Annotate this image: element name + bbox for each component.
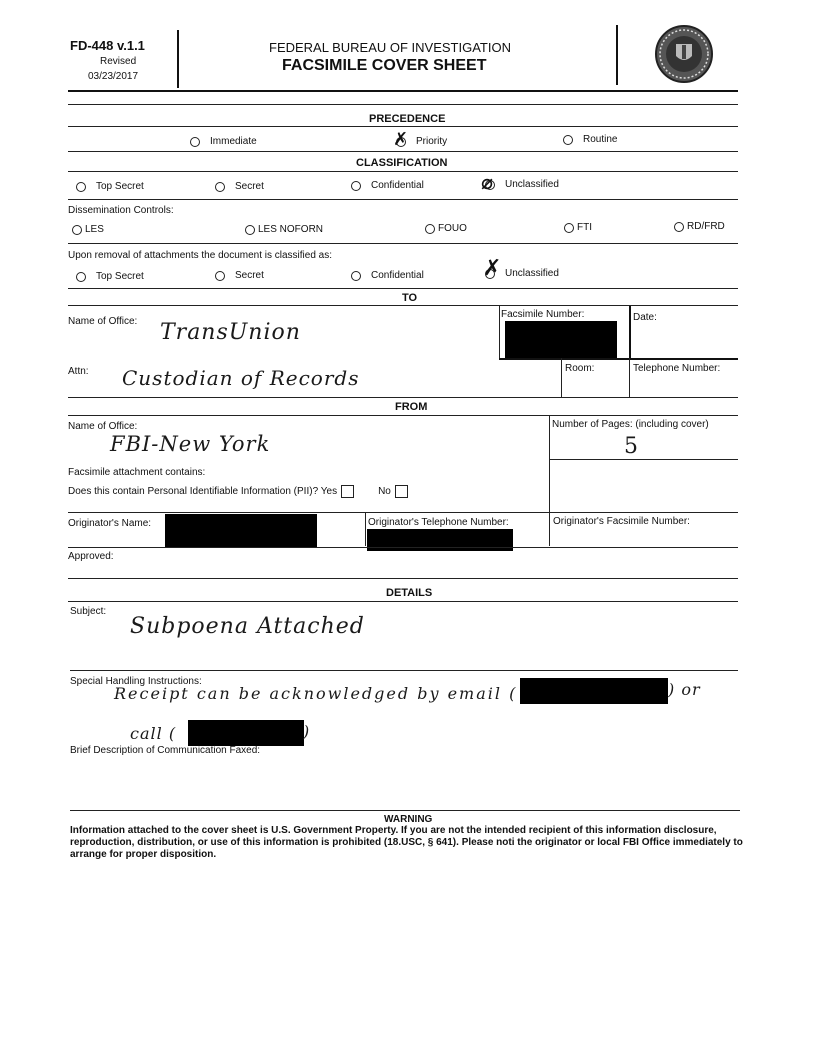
special-handling-line-1a: Receipt can be acknowledged by email ( bbox=[114, 684, 518, 703]
pii-question-text: Does this contain Personal Identifiable Information (PII)? bbox=[68, 486, 319, 498]
radio-fti[interactable] bbox=[564, 223, 574, 233]
dissemination-fti[interactable] bbox=[564, 222, 592, 233]
radio-les[interactable] bbox=[72, 225, 82, 235]
dissemination-rd-frd[interactable] bbox=[674, 221, 725, 232]
option-label: Confidential bbox=[371, 270, 424, 281]
radio-secret[interactable] bbox=[215, 182, 225, 192]
redaction-originator-name bbox=[165, 514, 317, 547]
radio-fouo[interactable] bbox=[425, 224, 435, 234]
attn-label: Attn: bbox=[68, 366, 89, 377]
radio-routine[interactable] bbox=[563, 135, 573, 145]
option-label: Top Secret bbox=[96, 271, 144, 282]
warning-heading: WARNING bbox=[384, 814, 433, 825]
from-office-value[interactable]: FBI-New York bbox=[110, 432, 271, 456]
rule bbox=[499, 358, 738, 360]
precedence-heading: PRECEDENCE bbox=[369, 113, 446, 125]
from-heading: FROM bbox=[395, 401, 428, 413]
rule bbox=[68, 171, 738, 172]
handwritten-check-icon: ✗ bbox=[483, 256, 502, 281]
rule bbox=[68, 288, 738, 289]
dissemination-les-noforn[interactable] bbox=[245, 224, 323, 235]
option-label: Unclassified bbox=[505, 179, 559, 190]
rule bbox=[68, 578, 738, 579]
to-office-value[interactable]: TransUnion bbox=[160, 320, 301, 345]
pii-question bbox=[68, 485, 408, 498]
to-date-label: Date: bbox=[633, 312, 657, 323]
rule bbox=[68, 151, 738, 152]
pii-yes-label: Yes bbox=[320, 486, 338, 498]
header-bottom-rule bbox=[68, 90, 738, 92]
rule bbox=[70, 670, 738, 671]
subject-value[interactable]: Subpoena Attached bbox=[130, 614, 365, 639]
option-label: Confidential bbox=[371, 180, 424, 191]
fax-box-right bbox=[629, 306, 631, 360]
special-handling-label: Special Handling Instructions: bbox=[70, 676, 202, 687]
removal-confidential[interactable] bbox=[351, 270, 424, 281]
radio-secret[interactable] bbox=[215, 271, 225, 281]
classification-confidential[interactable] bbox=[351, 180, 424, 191]
removal-label: Upon removal of attachments the document is classified as: bbox=[68, 250, 333, 261]
originator-name-label: Originator's Name: bbox=[68, 518, 152, 529]
radio-confidential[interactable] bbox=[351, 181, 361, 191]
precedence-routine[interactable] bbox=[563, 134, 617, 145]
pii-yes-checkbox[interactable] bbox=[341, 485, 354, 498]
fbi-seal-icon bbox=[654, 24, 714, 84]
option-label: Immediate bbox=[210, 136, 257, 147]
radio-confidential[interactable] bbox=[351, 271, 361, 281]
revised-date: 03/23/2017 bbox=[88, 71, 139, 82]
rule bbox=[68, 397, 738, 398]
page-title: FACSIMILE COVER SHEET bbox=[282, 57, 487, 74]
brief-description-label: Brief Description of Communication Faxed: bbox=[70, 745, 261, 756]
to-phone-label: Telephone Number: bbox=[633, 363, 721, 374]
rule bbox=[68, 305, 738, 306]
dissemination-les[interactable] bbox=[72, 224, 104, 235]
header-divider-left bbox=[177, 30, 179, 88]
originator-phone-label: Originator's Telephone Number: bbox=[368, 517, 509, 528]
attn-value[interactable]: Custodian of Records bbox=[122, 366, 360, 390]
rule bbox=[68, 199, 738, 200]
option-label: Secret bbox=[235, 270, 264, 281]
classification-secret[interactable] bbox=[215, 181, 264, 192]
radio-immediate[interactable] bbox=[190, 137, 200, 147]
special-handling-line-2b: ) bbox=[303, 722, 311, 741]
option-label: Top Secret bbox=[96, 181, 144, 192]
rule bbox=[68, 104, 738, 105]
redaction-fax-number bbox=[505, 321, 617, 358]
pii-no-label: No bbox=[378, 486, 391, 498]
radio-les-noforn[interactable] bbox=[245, 225, 255, 235]
handwritten-check-icon: ✗ bbox=[393, 129, 409, 150]
option-label: RD/FRD bbox=[687, 221, 725, 232]
removal-top-secret[interactable] bbox=[76, 271, 144, 282]
room-label: Room: bbox=[565, 363, 595, 374]
radio-top-secret[interactable] bbox=[76, 182, 86, 192]
header-divider-right bbox=[616, 25, 618, 85]
classification-unclassified[interactable] bbox=[485, 179, 559, 190]
originator-divider-1 bbox=[365, 512, 366, 546]
option-label: LES bbox=[85, 224, 104, 235]
pages-divider bbox=[549, 416, 550, 546]
option-label: Secret bbox=[235, 181, 264, 192]
to-fax-label: Facsimile Number: bbox=[501, 309, 585, 320]
warning-text: Information attached to the cover sheet is U.S. Government Property. If you are not the intended recipient of this information disclosure, reproduction, distribution, or use of this information is prohibited (18.USC, § 641). Please noti the originator or local FBI Office immediately to arrange for proper disposition. bbox=[70, 825, 743, 860]
dissemination-label: Dissemination Controls: bbox=[68, 205, 174, 216]
radio-top-secret[interactable] bbox=[76, 272, 86, 282]
option-label: FTI bbox=[577, 222, 592, 233]
option-label: LES NOFORN bbox=[258, 224, 324, 235]
radio-rd-frd[interactable] bbox=[674, 222, 684, 232]
rule bbox=[70, 810, 740, 811]
special-handling-line-2a: call ( bbox=[130, 724, 177, 743]
rule bbox=[68, 126, 738, 127]
phone-divider bbox=[629, 358, 630, 398]
form-number: FD-448 v.1.1 bbox=[70, 38, 145, 53]
classification-heading: CLASSIFICATION bbox=[356, 157, 448, 169]
rule bbox=[68, 243, 738, 244]
rule bbox=[68, 547, 738, 548]
to-heading: TO bbox=[402, 292, 418, 304]
rule bbox=[68, 601, 738, 602]
precedence-immediate[interactable] bbox=[190, 136, 257, 147]
redaction-phone bbox=[188, 720, 304, 746]
option-label: FOUO bbox=[438, 223, 467, 234]
from-office-label: Name of Office: bbox=[68, 421, 138, 432]
option-label: Routine bbox=[583, 134, 618, 145]
redaction-email bbox=[520, 678, 668, 704]
details-heading: DETAILS bbox=[386, 587, 433, 599]
room-divider bbox=[561, 358, 562, 398]
removal-secret[interactable] bbox=[215, 270, 264, 281]
revised-label: Revised bbox=[100, 56, 137, 67]
rule bbox=[68, 415, 738, 416]
classification-top-secret[interactable] bbox=[76, 181, 144, 192]
special-handling-line-1b: ) or bbox=[668, 680, 701, 699]
pages-value[interactable]: 5 bbox=[624, 434, 639, 459]
fax-box-left bbox=[499, 306, 500, 358]
option-label: Priority bbox=[416, 136, 448, 147]
rule bbox=[549, 459, 738, 460]
dissemination-fouo[interactable] bbox=[425, 223, 467, 234]
pages-label: Number of Pages: (including cover) bbox=[552, 419, 709, 430]
rule bbox=[68, 512, 738, 513]
attachment-label: Facsimile attachment contains: bbox=[68, 467, 206, 478]
pii-no-checkbox[interactable] bbox=[395, 485, 408, 498]
subject-label: Subject: bbox=[70, 606, 107, 617]
to-office-label: Name of Office: bbox=[68, 316, 138, 327]
option-label: Unclassified bbox=[505, 268, 559, 279]
agency-name: FEDERAL BUREAU OF INVESTIGATION bbox=[269, 40, 511, 55]
originator-fax-label: Originator's Facsimile Number: bbox=[553, 516, 690, 527]
approved-label: Approved: bbox=[68, 551, 114, 562]
handwritten-check-icon: ⌀ bbox=[481, 170, 494, 194]
